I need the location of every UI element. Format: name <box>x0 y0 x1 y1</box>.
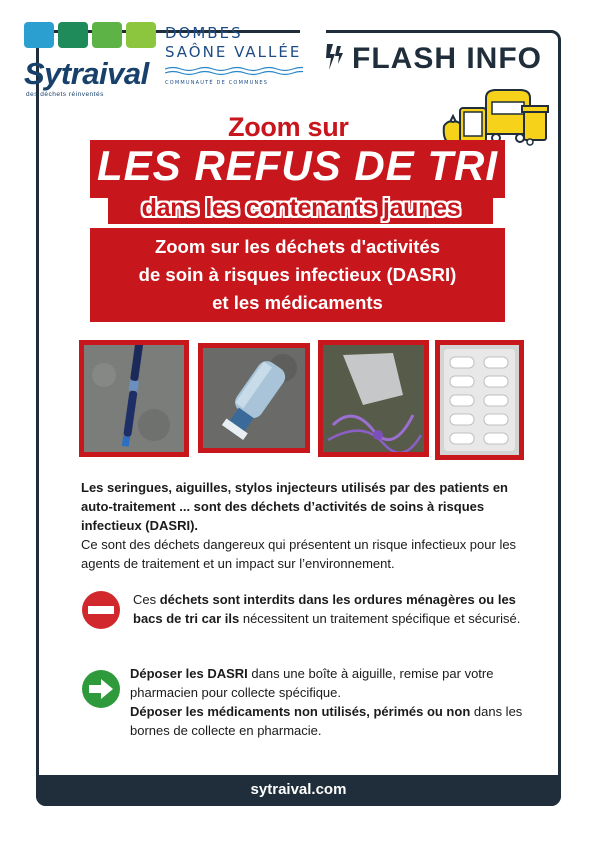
waves-icon <box>165 66 303 76</box>
photo-medical-tubing <box>318 340 429 457</box>
dasri-box-line-2: de soin à risques infectieux (DASRI) <box>138 264 457 285</box>
dasri-box <box>90 228 505 322</box>
sytraival-logo-squares <box>24 22 156 48</box>
photo-inhaler <box>198 343 310 453</box>
deposit1-bold: Déposer les DASRI <box>130 666 248 681</box>
headline-subtitle: dans les contenants jaunes <box>141 194 461 222</box>
dasri-box-line-3: et les médicaments <box>212 292 383 313</box>
partner-line-3: COMMUNAUTÉ DE COMMUNES <box>165 80 269 86</box>
arrow-right-circle-icon <box>81 669 121 709</box>
photo-pill-blister <box>435 340 524 460</box>
intro-bold: Les seringues, aiguilles, stylos injecteurs utilisés par des patients en auto-traitement ... sont des déchets d’activités de soins à risques infectieux (DASRI). <box>81 480 508 533</box>
partner-logo <box>165 24 303 86</box>
forbidden-pre: Ces <box>133 592 160 607</box>
headline-kicker: Zoom sur <box>228 112 349 142</box>
intro-text: Ce sont des déchets dangereux qui présentent un risque infectieux pour les agents de traitement et un impact sur l’environnement. <box>81 537 517 571</box>
forbidden-text <box>133 590 543 628</box>
forbidden-bold: déchets sont interdits dans les ordures ménagères ou les bacs de tri car ils <box>133 592 516 626</box>
flash-info-title: FLASH INFO <box>352 42 542 75</box>
frame-gap <box>300 26 326 36</box>
partner-line-2: SAÔNE VALLÉE <box>165 43 302 61</box>
dasri-box-line-1: Zoom sur les déchets d'activités <box>154 236 441 257</box>
headline-title: LES REFUS DE TRI <box>96 142 499 189</box>
deposit-text <box>130 664 540 740</box>
footer-bar <box>36 775 561 806</box>
sytraival-logo-tagline: des déchets réinventés <box>26 91 104 98</box>
intro-paragraph <box>81 478 541 573</box>
footer-website-link[interactable]: sytraival.com <box>250 781 347 798</box>
deposit1-text: dans une boîte à aiguille, remise par votre pharmacien pour collecte spécifique. <box>130 666 494 700</box>
deposit2-bold: Déposer les médicaments non utilisés, périmés ou non <box>130 704 471 719</box>
partner-line-1: DOMBES <box>165 24 243 42</box>
deposit2-text: dans les bornes de collecte en pharmacie. <box>130 704 523 738</box>
no-entry-icon <box>81 590 121 630</box>
sytraival-logo-name: Sytraival <box>24 56 149 91</box>
photo-insulin-pen <box>79 340 189 457</box>
waste-bins-icon <box>440 88 550 146</box>
lightning-icon <box>323 42 347 72</box>
forbidden-post: nécessitent un traitement spécifique et sécurisé. <box>239 611 521 626</box>
